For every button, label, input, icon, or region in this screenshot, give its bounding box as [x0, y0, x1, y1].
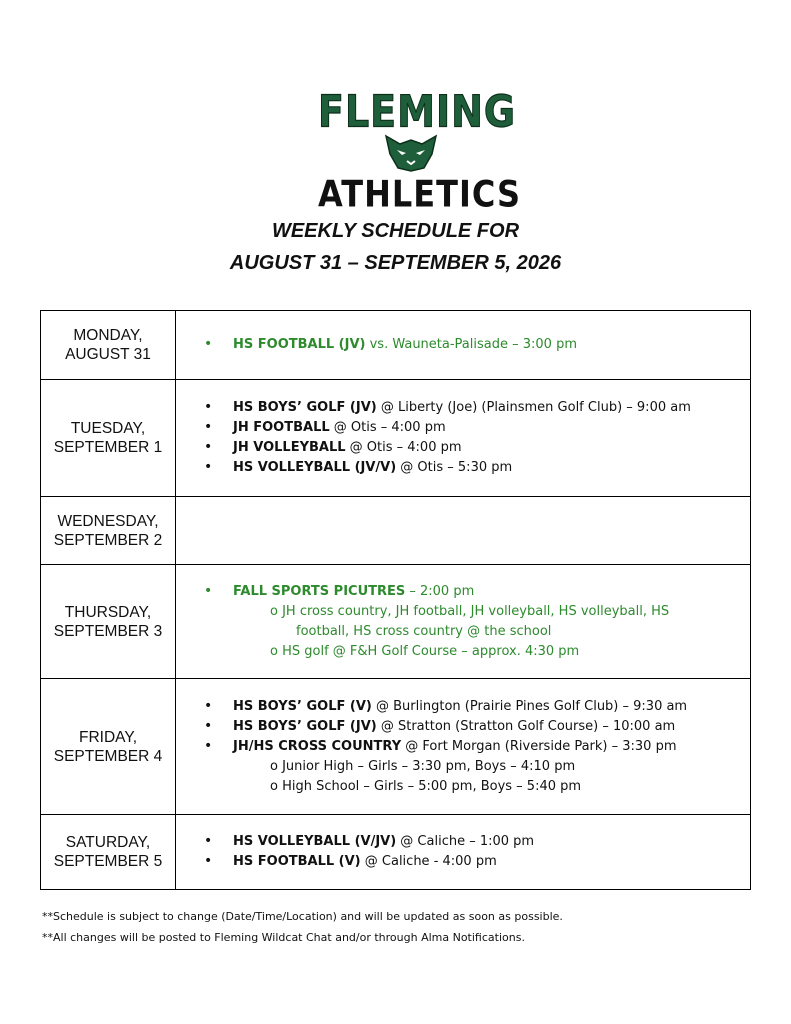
schedule-row-thursday	[41, 565, 751, 679]
event-item	[204, 852, 740, 872]
event-title: HS BOYS’ GOLF (V)	[233, 698, 372, 714]
day-cell	[41, 565, 176, 679]
event-details: @ Burlington (Prairie Pines Golf Club) – 9:30 am	[371, 698, 688, 714]
events-cell	[176, 679, 751, 815]
day-date: SEPTEMBER 2	[53, 531, 163, 549]
page-title-line-2: AUGUST 31 – SEPTEMBER 5, 2026	[229, 252, 562, 274]
event-item	[204, 335, 740, 355]
event-item	[204, 458, 740, 478]
day-name: MONDAY,	[73, 327, 143, 344]
event-details: @ Caliche – 1:00 pm	[396, 834, 535, 849]
event-details: @ Otis – 4:00 pm	[345, 440, 462, 455]
day-cell	[41, 311, 176, 380]
event-item	[204, 398, 740, 418]
day-cell	[41, 497, 176, 565]
events-cell	[176, 311, 751, 380]
footnote: **Schedule is subject to change (Date/Time/Location) and will be updated as soon as possible.	[42, 910, 563, 923]
event-item	[204, 697, 740, 717]
footnote: **All changes will be posted to Fleming Wildcat Chat and/or through Alma Notifications.	[42, 931, 525, 944]
day-name: WEDNESDAY,	[57, 512, 159, 530]
event-title: HS BOYS’ GOLF (JV)	[233, 718, 377, 734]
event-details: @ Fort Morgan (Riverside Park) – 3:30 pm	[401, 738, 677, 754]
event-title: JH FOOTBALL	[233, 420, 330, 435]
schedule-row-saturday	[41, 815, 751, 890]
day-name: TUESDAY,	[70, 420, 146, 437]
event-details: @ Caliche - 4:00 pm	[360, 854, 497, 869]
schedule-row-wednesday	[41, 497, 751, 565]
event-subitem: o JH cross country, JH football, JH volleyball, HS volleyball, HS	[270, 603, 670, 619]
event-details: @ Liberty (Joe) (Plainsmen Golf Club) – 9:00 am	[376, 400, 691, 415]
event-list	[204, 398, 740, 478]
event-title: HS BOYS’ GOLF (JV)	[233, 400, 377, 415]
logo-top-text: FLEMING	[318, 86, 517, 137]
day-date: SEPTEMBER 1	[53, 439, 163, 456]
day-name: SATURDAY,	[65, 834, 151, 851]
event-list	[204, 697, 740, 757]
schedule-row-friday	[41, 679, 751, 815]
event-item	[204, 582, 740, 602]
day-date: AUGUST 31	[65, 346, 151, 363]
events-cell	[176, 380, 751, 497]
event-item	[204, 438, 740, 458]
day-date: SEPTEMBER 3	[53, 622, 163, 640]
event-title: FALL SPORTS PICUTRES	[233, 583, 406, 599]
fleming-athletics-logo	[318, 86, 521, 216]
schedule-table	[40, 310, 751, 890]
event-list	[204, 582, 740, 602]
day-name: THURSDAY,	[64, 603, 152, 621]
schedule-row-tuesday	[41, 380, 751, 497]
events-cell	[176, 565, 751, 679]
event-details: – 2:00 pm	[405, 583, 475, 599]
events-cell	[176, 497, 751, 565]
event-subitem: o Junior High – Girls – 3:30 pm, Boys – 4:10 pm	[270, 758, 576, 774]
event-item	[204, 832, 740, 852]
events-cell	[176, 815, 751, 890]
event-list	[204, 832, 740, 872]
event-title: HS VOLLEYBALL (V/JV)	[233, 834, 397, 849]
day-cell	[41, 380, 176, 497]
event-details: @ Stratton (Stratton Golf Course) – 10:00 am	[376, 718, 676, 734]
day-cell	[41, 815, 176, 890]
event-list	[204, 335, 740, 355]
event-subitem: o High School – Girls – 5:00 pm, Boys – 5:40 pm	[270, 778, 582, 794]
wildcat-head-icon	[382, 134, 440, 172]
event-title: JH/HS CROSS COUNTRY	[233, 738, 402, 754]
event-title: HS FOOTBALL (V)	[233, 854, 361, 869]
event-subitem: o HS golf @ F&H Golf Course – approx. 4:30 pm	[270, 643, 580, 659]
event-details: @ Otis – 5:30 pm	[396, 460, 513, 475]
event-title: HS VOLLEYBALL (JV/V)	[233, 460, 397, 475]
event-item	[204, 418, 740, 438]
event-details: vs. Wauneta-Palisade – 3:00 pm	[365, 337, 577, 352]
schedule-row-monday	[41, 311, 751, 380]
event-subitem-continued: football, HS cross country @ the school	[296, 623, 552, 639]
event-details: @ Otis – 4:00 pm	[329, 420, 446, 435]
page-title-line-1: WEEKLY SCHEDULE FOR	[271, 220, 520, 242]
day-date: SEPTEMBER 4	[53, 747, 163, 765]
event-item	[204, 717, 740, 737]
event-title: HS FOOTBALL (JV)	[233, 337, 366, 352]
day-cell	[41, 679, 176, 815]
event-title: JH VOLLEYBALL	[233, 440, 346, 455]
logo-bottom-text: ATHLETICS	[318, 172, 521, 216]
day-date: SEPTEMBER 5	[53, 853, 163, 870]
day-name: FRIDAY,	[79, 728, 137, 746]
event-item	[204, 737, 740, 757]
